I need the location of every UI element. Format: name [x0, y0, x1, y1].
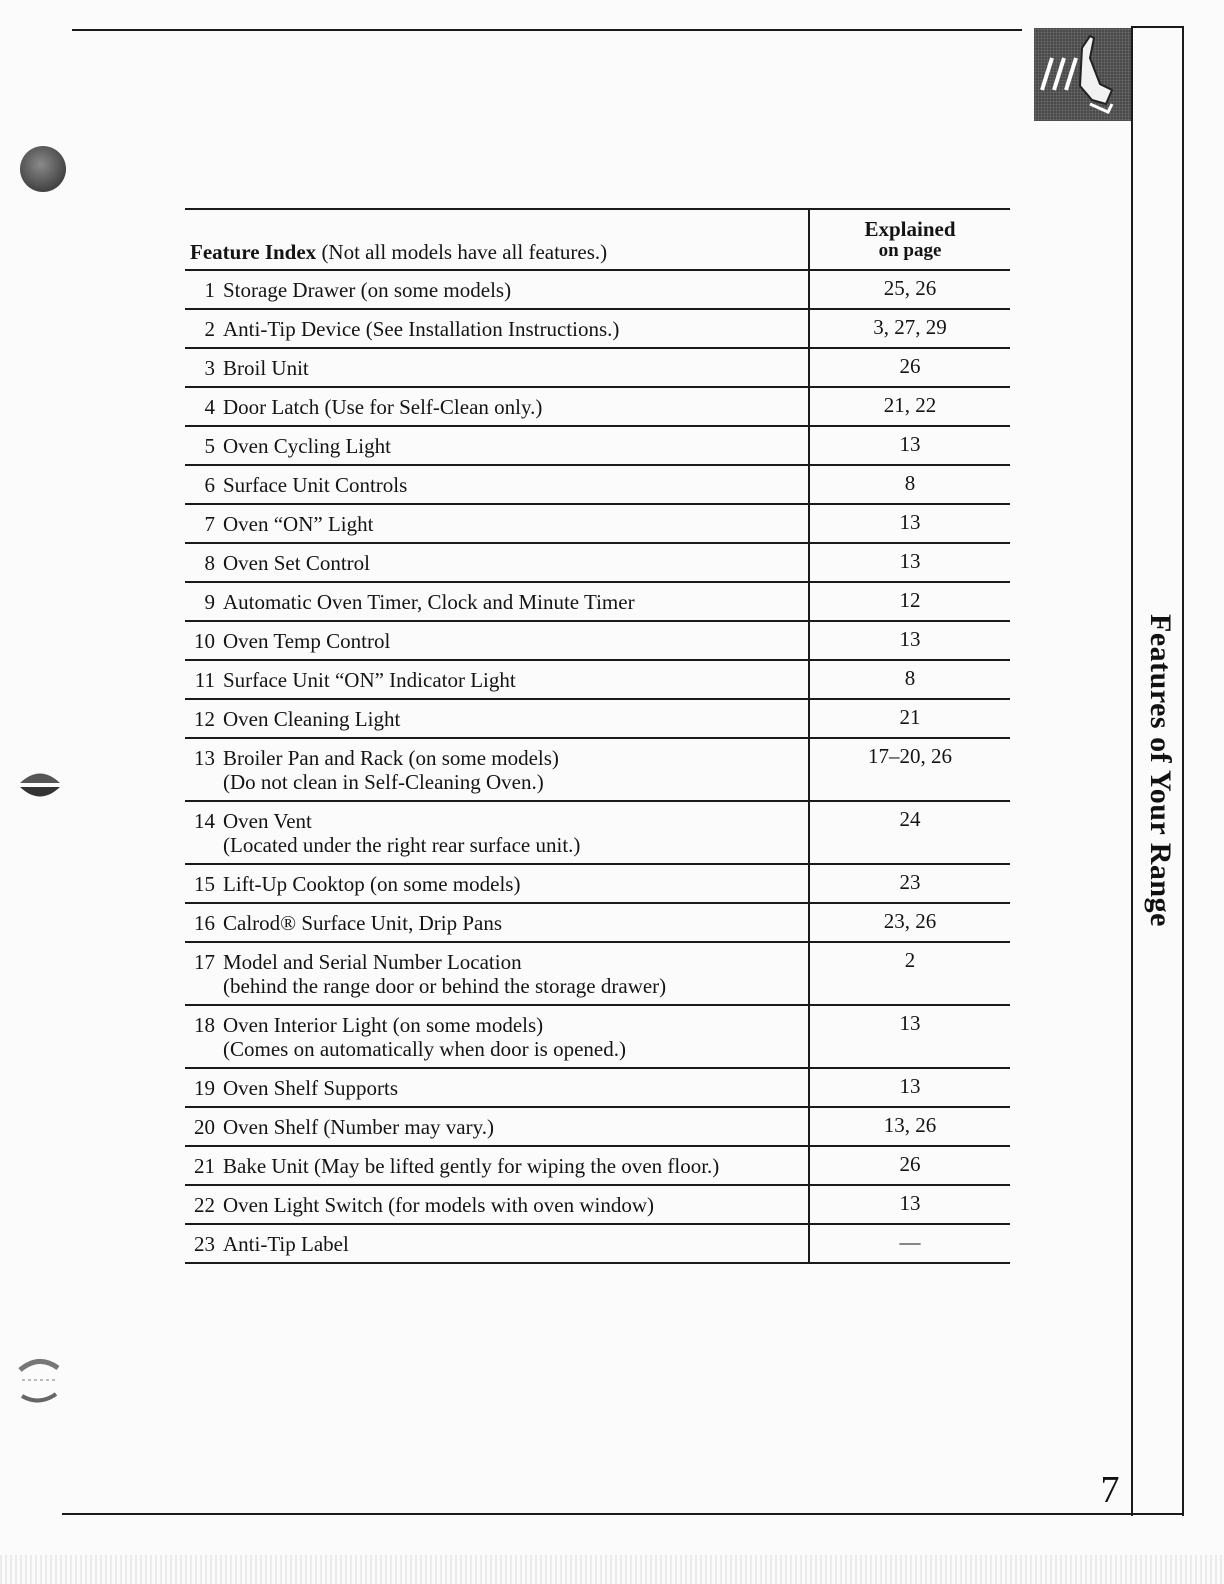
feature-name: Surface Unit Controls	[223, 473, 408, 497]
feature-name: Bake Unit (May be lifted gently for wiping the oven floor.)	[223, 1154, 720, 1178]
feature-description	[215, 512, 373, 536]
feature-description	[215, 395, 542, 419]
table-row	[185, 348, 1010, 387]
bottom-rule	[62, 1513, 1182, 1515]
feature-name: Broil Unit	[223, 356, 309, 380]
feature-cell-content	[185, 746, 808, 794]
feature-cell	[185, 621, 809, 660]
feature-name: Oven “ON” Light	[223, 512, 374, 536]
feature-name: Door Latch (Use for Self-Clean only.)	[223, 395, 543, 419]
table-row	[185, 738, 1010, 801]
feature-cell	[185, 942, 809, 1005]
feature-number: 13	[194, 746, 215, 770]
page-reference: —	[809, 1224, 1010, 1263]
on-page-label: on page	[878, 240, 942, 261]
feature-cell	[185, 1068, 809, 1107]
feature-name: Oven Vent	[223, 809, 312, 833]
feature-cell	[185, 504, 809, 543]
feature-cell	[185, 465, 809, 504]
side-tab-border-top	[1131, 26, 1184, 28]
table-row	[185, 903, 1010, 942]
explained-label: Explained	[864, 217, 956, 241]
page-reference: 13	[809, 543, 1010, 582]
page-number: 7	[1100, 1469, 1120, 1511]
feature-cell-content	[185, 668, 808, 692]
explained-on-page-heading	[809, 209, 1010, 270]
feature-number: 19	[194, 1076, 215, 1100]
table-row	[185, 309, 1010, 348]
table-row	[185, 1185, 1010, 1224]
feature-number: 18	[194, 1013, 215, 1037]
feature-cell	[185, 309, 809, 348]
feature-cell	[185, 699, 809, 738]
page-reference: 26	[809, 348, 1010, 387]
table-header-row	[185, 209, 1010, 270]
feature-cell-content	[185, 950, 808, 998]
feature-cell-content	[185, 1013, 808, 1061]
feature-name: Oven Temp Control	[223, 629, 391, 653]
page-reference: 8	[809, 465, 1010, 504]
feature-number: 2	[204, 317, 215, 341]
feature-cell-content	[185, 356, 808, 380]
feature-description	[215, 707, 400, 731]
feature-cell	[185, 1224, 809, 1263]
feature-cell	[185, 348, 809, 387]
side-tab-border-left	[1131, 26, 1133, 1516]
feature-index-title: Feature Index	[190, 240, 317, 264]
feature-number: 6	[204, 473, 215, 497]
feature-cell-content	[185, 911, 808, 935]
page-reference: 21, 22	[809, 387, 1010, 426]
feature-name: Anti-Tip Device (See Installation Instructions.)	[223, 317, 620, 341]
page-reference: 26	[809, 1146, 1010, 1185]
feature-cell-content	[185, 809, 808, 857]
feature-cell-content	[185, 872, 808, 896]
feature-cell-content	[185, 551, 808, 575]
page-reference: 21	[809, 699, 1010, 738]
feature-description	[215, 950, 666, 998]
feature-name: Broiler Pan and Rack (on some models)	[223, 746, 559, 770]
side-title-text: Features of Your Range	[1144, 613, 1177, 927]
page-reference: 24	[809, 801, 1010, 864]
feature-number: 21	[194, 1154, 215, 1178]
table-row	[185, 582, 1010, 621]
feature-cell-content	[185, 1193, 808, 1217]
feature-note: (Located under the right rear surface unit.)	[223, 833, 581, 857]
feature-description	[215, 317, 619, 341]
feature-name: Automatic Oven Timer, Clock and Minute Timer	[223, 590, 635, 614]
table-row	[185, 864, 1010, 903]
page-reference: 3, 27, 29	[809, 309, 1010, 348]
table-row	[185, 1068, 1010, 1107]
feature-description	[215, 872, 520, 896]
feature-cell-content	[185, 434, 808, 458]
feature-name: Model and Serial Number Location	[223, 950, 522, 974]
feature-number: 9	[204, 590, 215, 614]
feature-index-table	[185, 208, 1010, 1264]
feature-number: 8	[204, 551, 215, 575]
feature-number: 23	[194, 1232, 215, 1256]
feature-number: 16	[194, 911, 215, 935]
feature-cell-content	[185, 707, 808, 731]
feature-cell	[185, 1185, 809, 1224]
feature-cell	[185, 387, 809, 426]
feature-number: 14	[194, 809, 215, 833]
scan-noise-strip	[0, 1555, 1224, 1584]
table-row	[185, 1005, 1010, 1068]
feature-number: 22	[194, 1193, 215, 1217]
page-reference: 8	[809, 660, 1010, 699]
page-reference: 12	[809, 582, 1010, 621]
page-reference: 13	[809, 621, 1010, 660]
feature-number: 1	[204, 278, 215, 302]
feature-description	[215, 629, 390, 653]
feature-description	[215, 551, 370, 575]
feature-description	[215, 278, 511, 302]
feature-cell	[185, 738, 809, 801]
feature-note: (behind the range door or behind the storage drawer)	[223, 974, 667, 998]
punch-hole-icon	[20, 146, 66, 192]
table-row	[185, 942, 1010, 1005]
feature-description	[215, 1154, 719, 1178]
punch-hole-icon	[18, 1350, 60, 1410]
table-row	[185, 801, 1010, 864]
feature-cell-content	[185, 395, 808, 419]
feature-cell-content	[185, 317, 808, 341]
feature-cell	[185, 801, 809, 864]
page-reference: 13, 26	[809, 1107, 1010, 1146]
feature-number: 20	[194, 1115, 215, 1139]
table-row	[185, 660, 1010, 699]
side-tab-border-right	[1182, 26, 1184, 1516]
page-reference: 23	[809, 864, 1010, 903]
feature-name: Oven Set Control	[223, 551, 370, 575]
feature-cell-content	[185, 1232, 808, 1256]
feature-number: 3	[204, 356, 215, 380]
feature-name: Oven Shelf (Number may vary.)	[223, 1115, 494, 1139]
feature-number: 17	[194, 950, 215, 974]
feature-description	[215, 1232, 349, 1256]
feature-name: Anti-Tip Label	[223, 1232, 349, 1256]
feature-cell	[185, 582, 809, 621]
feature-name: Oven Cycling Light	[223, 434, 391, 458]
feature-number: 15	[194, 872, 215, 896]
table-row	[185, 543, 1010, 582]
feature-description	[215, 1076, 398, 1100]
feature-number: 11	[194, 668, 215, 692]
feature-cell	[185, 1146, 809, 1185]
feature-cell	[185, 270, 809, 309]
feature-name: Oven Shelf Supports	[223, 1076, 398, 1100]
page-reference: 13	[809, 1185, 1010, 1224]
feature-number: 12	[194, 707, 215, 731]
table-row	[185, 1107, 1010, 1146]
feature-number: 7	[204, 512, 215, 536]
feature-description	[215, 1193, 654, 1217]
feature-number: 5	[204, 434, 215, 458]
feature-description	[215, 590, 635, 614]
page-reference: 17–20, 26	[809, 738, 1010, 801]
feature-description	[215, 1115, 494, 1139]
feature-note: (Do not clean in Self-Cleaning Oven.)	[223, 770, 544, 794]
feature-description	[215, 746, 559, 794]
table-row	[185, 504, 1010, 543]
table-row	[185, 1224, 1010, 1263]
table-row	[185, 270, 1010, 309]
feature-description	[215, 911, 502, 935]
table-row	[185, 621, 1010, 660]
feature-description	[215, 668, 516, 692]
feature-cell	[185, 864, 809, 903]
feature-description	[215, 473, 407, 497]
feature-name: Oven Interior Light (on some models)	[223, 1013, 544, 1037]
feature-cell-content	[185, 629, 808, 653]
page-reference: 13	[809, 1005, 1010, 1068]
feature-name: Surface Unit “ON” Indicator Light	[223, 668, 516, 692]
feature-cell	[185, 1107, 809, 1146]
feature-name: Calrod® Surface Unit, Drip Pans	[223, 911, 502, 935]
page-reference: 13	[809, 426, 1010, 465]
feature-cell-content	[185, 473, 808, 497]
hand-pointer-icon	[1034, 28, 1131, 121]
feature-cell	[185, 543, 809, 582]
table-row	[185, 465, 1010, 504]
feature-name: Oven Cleaning Light	[223, 707, 401, 731]
feature-description	[215, 1013, 626, 1061]
feature-name: Storage Drawer (on some models)	[223, 278, 512, 302]
feature-cell-content	[185, 512, 808, 536]
page-reference: 23, 26	[809, 903, 1010, 942]
table-row	[185, 699, 1010, 738]
feature-cell	[185, 1005, 809, 1068]
feature-cell-content	[185, 1154, 808, 1178]
feature-cell	[185, 903, 809, 942]
top-rule	[72, 29, 1022, 31]
feature-cell	[185, 660, 809, 699]
table-row	[185, 426, 1010, 465]
feature-number: 4	[204, 395, 215, 419]
feature-note: (Comes on automatically when door is opened.)	[223, 1037, 626, 1061]
table-row	[185, 387, 1010, 426]
feature-name: Lift-Up Cooktop (on some models)	[223, 872, 521, 896]
page-reference: 13	[809, 1068, 1010, 1107]
feature-description	[215, 434, 391, 458]
feature-number: 10	[194, 629, 215, 653]
feature-cell	[185, 426, 809, 465]
page-reference: 13	[809, 504, 1010, 543]
feature-index-note: (Not all models have all features.)	[321, 240, 608, 264]
side-tab-title	[1138, 585, 1182, 955]
feature-cell-content	[185, 1115, 808, 1139]
table-row	[185, 1146, 1010, 1185]
page-reference: 2	[809, 942, 1010, 1005]
page-reference: 25, 26	[809, 270, 1010, 309]
feature-cell-content	[185, 278, 808, 302]
feature-cell-content	[185, 590, 808, 614]
punch-hole-icon	[18, 770, 62, 800]
feature-name: Oven Light Switch (for models with oven window)	[223, 1193, 655, 1217]
feature-description	[215, 809, 580, 857]
feature-description	[215, 356, 309, 380]
feature-cell-content	[185, 1076, 808, 1100]
feature-index-heading	[185, 209, 809, 270]
